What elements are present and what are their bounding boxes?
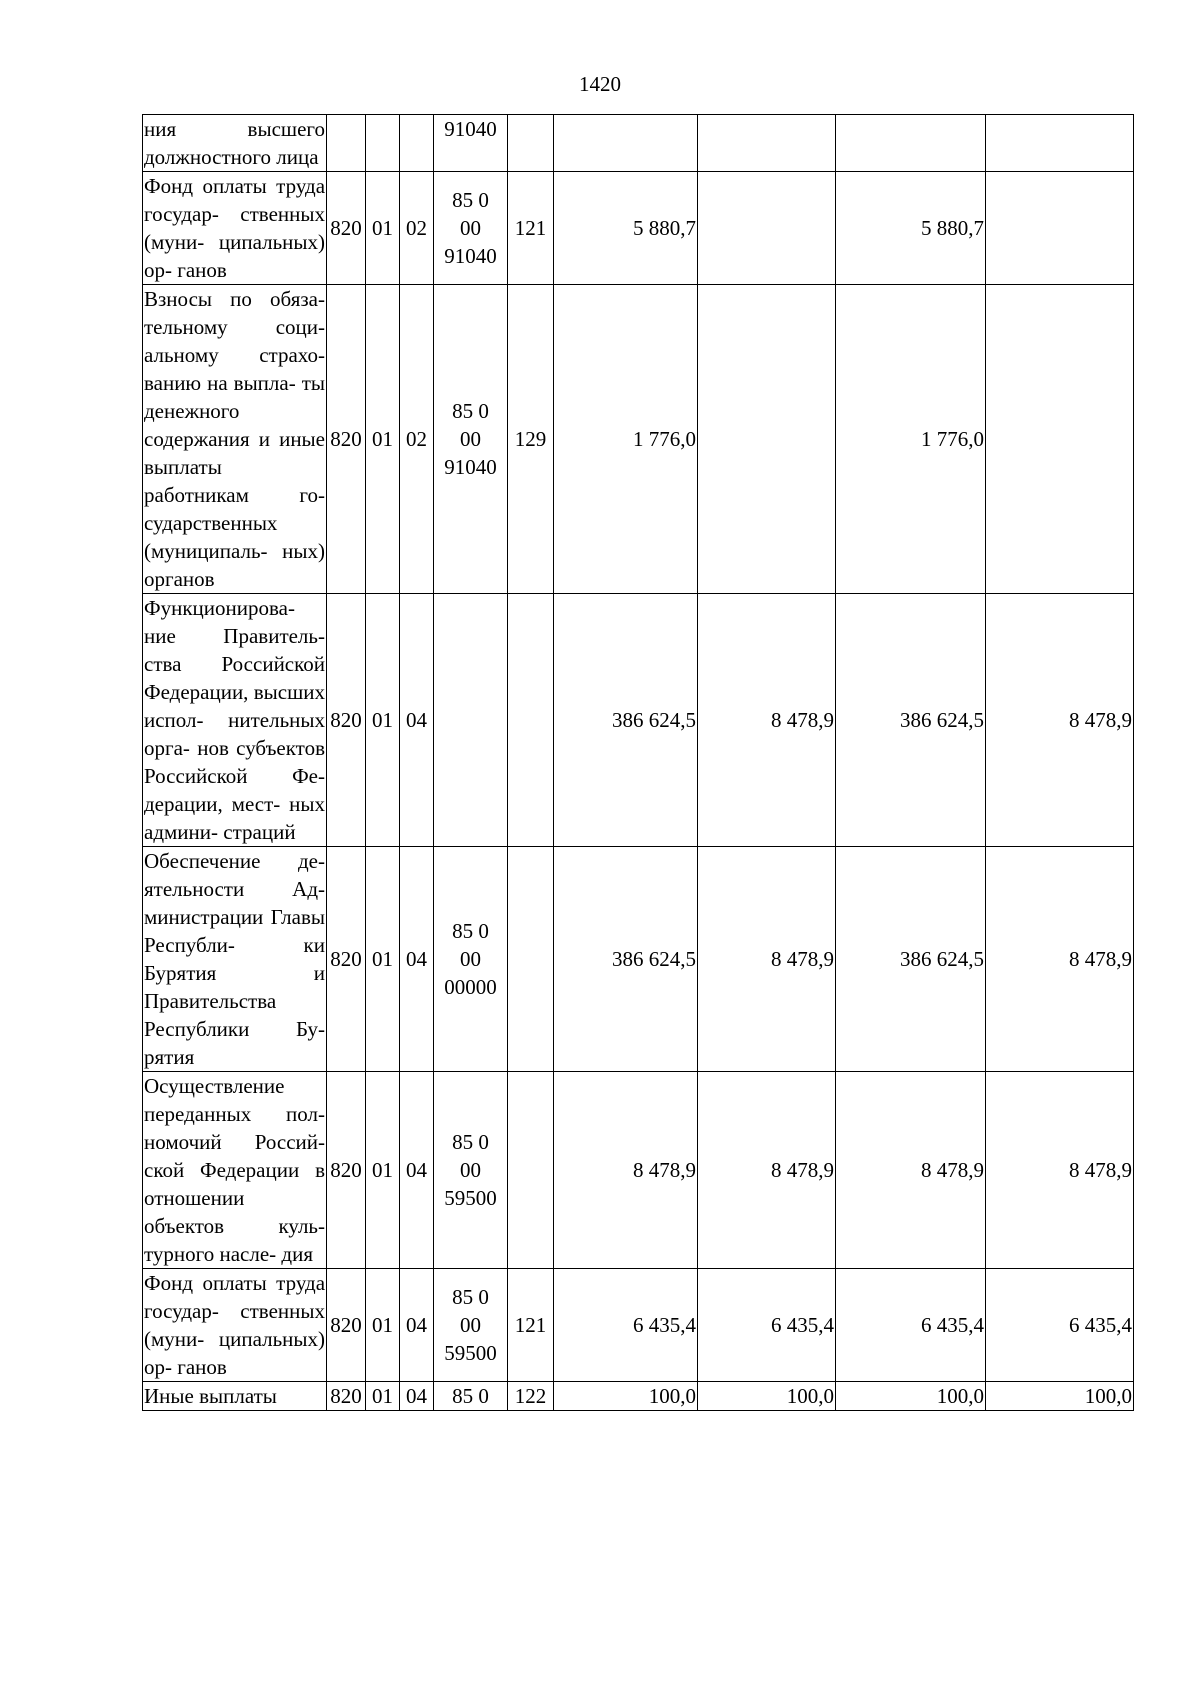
grbs-cell: 820 <box>327 847 366 1072</box>
section-cell: 01 <box>366 1072 400 1269</box>
row-name-line: тельному соци- <box>144 315 325 339</box>
section-cell <box>366 115 400 172</box>
row-name-cell <box>143 1382 327 1411</box>
row-name-line: ных админи- <box>144 792 325 844</box>
table-row <box>143 847 1134 1072</box>
subsection-cell: 04 <box>400 1382 434 1411</box>
row-name-line: труда государ- <box>144 174 326 226</box>
total-federal-cell <box>698 115 836 172</box>
total-federal-cell: 8 478,9 <box>698 594 836 847</box>
subsection-cell: 04 <box>400 1072 434 1269</box>
subsection-cell <box>400 115 434 172</box>
second-amount-cell: 8 478,9 <box>836 1072 986 1269</box>
target-article-cell <box>434 594 508 847</box>
second-federal-cell <box>986 285 1134 594</box>
second-amount-cell: 1 776,0 <box>836 285 986 594</box>
second-federal-cell <box>986 115 1134 172</box>
row-name-line: Фонд оплаты <box>144 174 267 198</box>
row-name-line: Правительства <box>144 989 277 1013</box>
expense-type-cell <box>508 1072 554 1269</box>
row-name-cell <box>143 172 327 285</box>
row-name-line: турного насле- <box>144 1242 277 1266</box>
subsection-cell: 04 <box>400 847 434 1072</box>
row-name-line: ных) органов <box>144 539 325 591</box>
row-name-line: Взносы по обяза- <box>144 287 325 311</box>
total-amount-cell: 1 776,0 <box>554 285 698 594</box>
target-article-line: 00000 <box>444 975 497 999</box>
grbs-cell: 820 <box>327 594 366 847</box>
row-name-line: Российской Фе- <box>144 764 325 788</box>
total-federal-cell: 8 478,9 <box>698 847 836 1072</box>
row-name-line: Главы Республи- <box>144 905 325 957</box>
section-cell: 01 <box>366 847 400 1072</box>
total-amount-cell: 6 435,4 <box>554 1269 698 1382</box>
target-article-line: 59500 <box>444 1341 497 1365</box>
grbs-cell: 820 <box>327 1269 366 1382</box>
table-row <box>143 1382 1134 1411</box>
row-name-line: ципальных) ор- <box>144 1327 325 1379</box>
grbs-cell <box>327 115 366 172</box>
total-federal-cell: 100,0 <box>698 1382 836 1411</box>
second-amount-cell: 5 880,7 <box>836 172 986 285</box>
expense-type-cell <box>508 847 554 1072</box>
table-row <box>143 1072 1134 1269</box>
target-article-line: 85 0 <box>452 399 489 423</box>
target-article-line: 00 <box>460 216 481 240</box>
target-article-line: 00 <box>460 947 481 971</box>
target-article-line: 85 0 <box>452 1130 489 1154</box>
expense-type-cell: 129 <box>508 285 554 594</box>
row-name-line: Осуществление <box>144 1074 285 1098</box>
total-federal-cell: 6 435,4 <box>698 1269 836 1382</box>
row-name-line: Федерации, <box>144 680 249 704</box>
subsection-cell: 04 <box>400 594 434 847</box>
row-name-line: ки Бурятия и <box>144 933 325 985</box>
target-article-line: 00 <box>460 427 481 451</box>
row-name-line: труда государ- <box>144 1271 326 1323</box>
row-name-line: альному страхо- <box>144 343 325 367</box>
table-row <box>143 285 1134 594</box>
target-article-line: 91040 <box>444 117 497 141</box>
target-article-cell <box>434 172 508 285</box>
grbs-cell: 820 <box>327 1072 366 1269</box>
grbs-cell: 820 <box>327 285 366 594</box>
total-amount-cell: 8 478,9 <box>554 1072 698 1269</box>
row-name-cell <box>143 115 327 172</box>
total-amount-cell <box>554 115 698 172</box>
table-row <box>143 594 1134 847</box>
second-federal-cell: 8 478,9 <box>986 594 1134 847</box>
row-name-line: номочий Россий- <box>144 1130 325 1154</box>
expense-type-cell: 121 <box>508 1269 554 1382</box>
second-amount-cell: 100,0 <box>836 1382 986 1411</box>
section-cell: 01 <box>366 594 400 847</box>
row-name-line: ванию на выпла- <box>144 371 296 395</box>
row-name-line: ственных (муни- <box>144 1299 325 1351</box>
target-article-line: 00 <box>460 1313 481 1337</box>
table-row <box>143 172 1134 285</box>
row-name-line: иные выплаты <box>144 427 325 479</box>
row-name-line: Обеспечение де- <box>144 849 325 873</box>
row-name-cell <box>143 847 327 1072</box>
row-name-line: Функционирова- <box>144 596 295 620</box>
target-article-line: 85 0 <box>452 1384 489 1408</box>
grbs-cell: 820 <box>327 172 366 285</box>
row-name-line: нов субъектов <box>197 736 325 760</box>
target-article-cell <box>434 115 508 172</box>
row-name-line: (муниципаль- <box>144 539 268 563</box>
expense-type-cell: 121 <box>508 172 554 285</box>
row-name-line: работникам го- <box>144 483 325 507</box>
total-federal-cell <box>698 285 836 594</box>
expense-type-cell <box>508 115 554 172</box>
target-article-cell <box>434 1382 508 1411</box>
row-name-line: ственных (муни- <box>144 202 325 254</box>
total-amount-cell: 386 624,5 <box>554 847 698 1072</box>
row-name-line: лица <box>276 145 319 169</box>
table-row <box>143 1269 1134 1382</box>
row-name-line: страций <box>223 820 296 844</box>
row-name-cell <box>143 285 327 594</box>
target-article-cell <box>434 1072 508 1269</box>
row-name-line: ской Федерации <box>144 1158 300 1182</box>
row-name-cell <box>143 1072 327 1269</box>
row-name-line: ства Российской <box>144 652 325 676</box>
section-cell: 01 <box>366 1382 400 1411</box>
row-name-line: Фонд оплаты <box>144 1271 267 1295</box>
row-name-line: ты денежного <box>144 371 325 423</box>
row-name-line: дия <box>281 1242 313 1266</box>
row-name-line: ганов <box>177 1355 227 1379</box>
second-amount-cell <box>836 115 986 172</box>
row-name-line: высших испол- <box>144 680 325 732</box>
total-amount-cell: 386 624,5 <box>554 594 698 847</box>
total-federal-cell: 8 478,9 <box>698 1072 836 1269</box>
row-name-line: дерации, мест- <box>144 792 281 816</box>
section-cell: 01 <box>366 1269 400 1382</box>
second-federal-cell: 100,0 <box>986 1382 1134 1411</box>
second-amount-cell: 6 435,4 <box>836 1269 986 1382</box>
second-amount-cell: 386 624,5 <box>836 594 986 847</box>
row-name-line: Иные выплаты <box>144 1384 277 1408</box>
second-federal-cell: 8 478,9 <box>986 1072 1134 1269</box>
second-federal-cell <box>986 172 1134 285</box>
page-number: 1420 <box>579 72 621 96</box>
total-amount-cell: 100,0 <box>554 1382 698 1411</box>
target-article-line: 91040 <box>444 455 497 479</box>
expense-type-cell <box>508 594 554 847</box>
row-name-line: ципальных) ор- <box>144 230 325 282</box>
row-name-line: сударственных <box>144 511 278 535</box>
grbs-cell: 820 <box>327 1382 366 1411</box>
target-article-line: 85 0 <box>452 1285 489 1309</box>
row-name-line: министрации <box>144 905 264 929</box>
subsection-cell: 02 <box>400 172 434 285</box>
second-amount-cell: 386 624,5 <box>836 847 986 1072</box>
table-row <box>143 115 1134 172</box>
row-name-line: содержания и <box>144 427 270 451</box>
row-name-line: ния высшего <box>144 117 325 141</box>
row-name-line: в отношении <box>144 1158 326 1210</box>
row-name-cell <box>143 1269 327 1382</box>
target-article-line: 85 0 <box>452 919 489 943</box>
subsection-cell: 04 <box>400 1269 434 1382</box>
row-name-line: ние Правитель- <box>144 624 325 648</box>
target-article-cell <box>434 285 508 594</box>
target-article-line: 59500 <box>444 1186 497 1210</box>
budget-table <box>142 114 1134 1411</box>
subsection-cell: 02 <box>400 285 434 594</box>
row-name-line: Республики Бу- <box>144 1017 325 1041</box>
row-name-line: объектов куль- <box>144 1214 325 1238</box>
row-name-line: нительных орга- <box>144 708 325 760</box>
target-article-cell <box>434 1269 508 1382</box>
target-article-line: 91040 <box>444 244 497 268</box>
section-cell: 01 <box>366 285 400 594</box>
total-amount-cell: 5 880,7 <box>554 172 698 285</box>
target-article-line: 85 0 <box>452 188 489 212</box>
row-name-line: должностного <box>144 145 271 169</box>
second-federal-cell: 6 435,4 <box>986 1269 1134 1382</box>
target-article-line: 00 <box>460 1158 481 1182</box>
section-cell: 01 <box>366 172 400 285</box>
row-name-line: рятия <box>144 1045 195 1069</box>
second-federal-cell: 8 478,9 <box>986 847 1134 1072</box>
row-name-line: переданных пол- <box>144 1102 325 1126</box>
target-article-cell <box>434 847 508 1072</box>
expense-type-cell: 122 <box>508 1382 554 1411</box>
row-name-line: ятельности Ад- <box>144 877 325 901</box>
total-federal-cell <box>698 172 836 285</box>
row-name-line: ганов <box>177 258 227 282</box>
row-name-cell <box>143 594 327 847</box>
